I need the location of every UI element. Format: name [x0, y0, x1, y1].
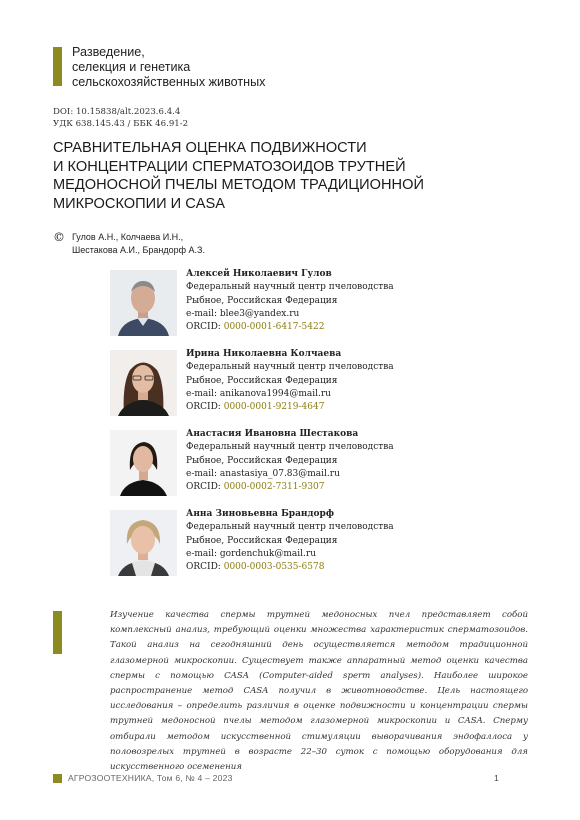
footer-accent-square: [53, 774, 62, 783]
author-info: [186, 268, 394, 334]
title-line: И КОНЦЕНТРАЦИИ СПЕРМАТОЗОИДОВ ТРУТНЕЙ: [53, 158, 406, 175]
title-line: МЕДОНОСНОЙ ПЧЕЛЫ МЕТОДОМ ТРАДИЦИОННОЙ: [53, 177, 424, 194]
title-line: МИКРОСКОПИИ И CASA: [53, 195, 225, 212]
author-org: Федеральный научный центр пчеловодства: [186, 442, 394, 453]
abstract-text: Изучение качества спермы трутней медоносных пчел представляет собой комплексный анализ, требующий оценки множества характеристик сперматозоидов. Такой анализ на сегодняшний день осуществляется методом традиционной глазомерной микроскопии. Существует также аппаратный метод оценки качества спермы с помощью CASA (Computer-aided sperm analyses). Наиболее широкое распространение метод CASA получил в животноводстве. Цель настоящего исследования – определить различия в оценке подвижности и концентрации спермы трутней медоносной пчелы методом глазомерной микроскопии и CASA. Сперму отбирали методом искусственной стимуляции выворачивания эндофаллоса у половозрелых трутней в возрасте 22–30 суток с помощью оборудования для искусственного осеменения: [110, 610, 528, 773]
author-info: [186, 508, 394, 574]
orcid-link[interactable]: 0000-0001-9219-4647: [223, 402, 325, 413]
orcid-link[interactable]: 0000-0002-7311-9307: [223, 482, 325, 493]
author-location: Рыбное, Российская Федерация: [186, 455, 338, 466]
author-photo: [110, 430, 177, 496]
author-photo: [110, 350, 177, 416]
author-name: Анастасия Ивановна Шестакова: [186, 429, 359, 439]
author-name: Ирина Николаевна Колчаева: [186, 349, 342, 359]
journal-footer: АГРОЗООТЕХНИКА, Том 6, № 4 – 2023: [68, 773, 233, 783]
page-number: 1: [494, 773, 499, 783]
author-name: Анна Зиновьевна Брандорф: [186, 509, 334, 519]
title-line: СРАВНИТЕЛЬНАЯ ОЦЕНКА ПОДВИЖНОСТИ: [53, 140, 367, 156]
abstract-accent-bar: [53, 611, 62, 654]
author-card: [110, 348, 510, 418]
author-email[interactable]: e-mail: gordenchuk@mail.ru: [186, 548, 316, 559]
section-title: [72, 45, 265, 90]
author-info: [186, 428, 394, 494]
section-title-line: Разведение,: [72, 45, 145, 59]
article-title: [53, 139, 493, 213]
author-org: Федеральный научный центр пчеловодства: [186, 282, 394, 293]
udk: УДК 638.145.43 / ББК 46.91-2: [53, 119, 189, 129]
orcid-label: ORCID:: [186, 482, 224, 493]
author-orcid: [186, 321, 394, 334]
orcid-label: ORCID:: [186, 322, 224, 333]
authors-short-line: Шестакова А.И., Брандорф А.З.: [72, 245, 205, 255]
author-card: [110, 428, 510, 498]
orcid-link[interactable]: 0000-0003-0535-6578: [223, 562, 325, 573]
doi[interactable]: DOI: 10.15838/alt.2023.6.4.4: [53, 107, 181, 117]
section-title-line: селекция и генетика: [72, 60, 191, 74]
author-orcid: [186, 401, 394, 414]
author-email[interactable]: e-mail: anastasiya_07.83@mail.ru: [186, 468, 340, 479]
section-title-line: сельскохозяйственных животных: [72, 75, 266, 89]
authors-short-line: Гулов А.Н., Колчаева И.Н.,: [72, 232, 184, 242]
copyright-icon: ©: [53, 230, 65, 244]
author-location: Рыбное, Российская Федерация: [186, 375, 338, 386]
author-email[interactable]: e-mail: blee3@yandex.ru: [186, 308, 300, 319]
author-location: Рыбное, Российская Федерация: [186, 295, 338, 306]
author-photo: [110, 270, 177, 336]
section-accent-bar: [53, 47, 62, 86]
orcid-label: ORCID:: [186, 562, 224, 573]
author-orcid: [186, 561, 394, 574]
author-name: Алексей Николаевич Гулов: [186, 269, 332, 279]
author-orcid: [186, 481, 394, 494]
author-org: Федеральный научный центр пчеловодства: [186, 362, 394, 373]
orcid-link[interactable]: 0000-0001-6417-5422: [223, 322, 325, 333]
author-email[interactable]: e-mail: anikanova1994@mail.ru: [186, 388, 331, 399]
author-card: [110, 268, 510, 338]
author-photo: [110, 510, 177, 576]
authors-short: [72, 231, 205, 257]
article-meta: [53, 106, 188, 130]
author-card: [110, 508, 510, 578]
author-org: Федеральный научный центр пчеловодства: [186, 522, 394, 533]
author-location: Рыбное, Российская Федерация: [186, 535, 338, 546]
author-info: [186, 348, 394, 414]
orcid-label: ORCID:: [186, 402, 224, 413]
